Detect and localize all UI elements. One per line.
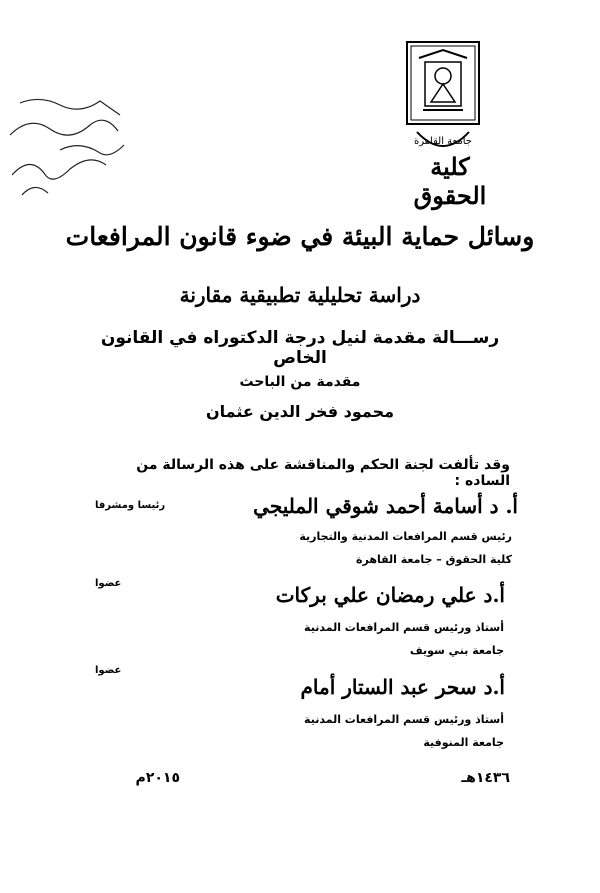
faculty-name: كلية الحقوق <box>413 152 487 210</box>
thesis-purpose: رســـالة مقدمة لنيل درجة الدكتوراه في القانون الخاص <box>100 328 500 368</box>
university-logo <box>405 40 481 158</box>
member-role: عضوا <box>95 578 122 589</box>
hijri-date: ١٤٣٦هـ <box>461 770 510 786</box>
gregorian-date: ٢٠١٥م <box>135 770 180 786</box>
member-line: أستاذ ورئيس قسم المرافعات المدنية <box>304 713 504 726</box>
member-line: جامعة بني سويف <box>409 644 504 657</box>
committee-intro: وقد تألفت لجنة الحكم والمناقشة على هذه الرسالة من الساده : <box>136 457 510 489</box>
member-line: كلية الحقوق – جامعة القاهرة <box>355 553 512 566</box>
member-name: أ.د علي رمضان علي بركات <box>275 583 505 607</box>
presenter-name: محمود فخر الدين عثمان <box>205 402 395 421</box>
logo-text: جامعة القاهرة <box>414 136 472 147</box>
handwritten-note <box>0 95 150 215</box>
member-role: عضوا <box>95 665 122 676</box>
presenter-label: مقدمة من الباحث <box>239 374 361 390</box>
thesis-title: وسائل حماية البيئة في ضوء قانون المرافعات <box>65 222 535 251</box>
member-name: أ.د سحر عبد الستار أمام <box>300 675 505 699</box>
member-line: جامعة المنوفية <box>423 736 504 749</box>
member-line: أستاذ ورئيس قسم المرافعات المدنية <box>304 621 504 634</box>
member-line: رئيس قسم المرافعات المدنية والتجارية <box>299 530 512 543</box>
member-role: رئيسا ومشرفا <box>95 500 166 511</box>
thesis-subtitle: دراسة تحليلية تطبيقية مقارنة <box>179 283 421 307</box>
member-name: أ. د أسامة أحمد شوقي المليجي <box>253 494 518 518</box>
